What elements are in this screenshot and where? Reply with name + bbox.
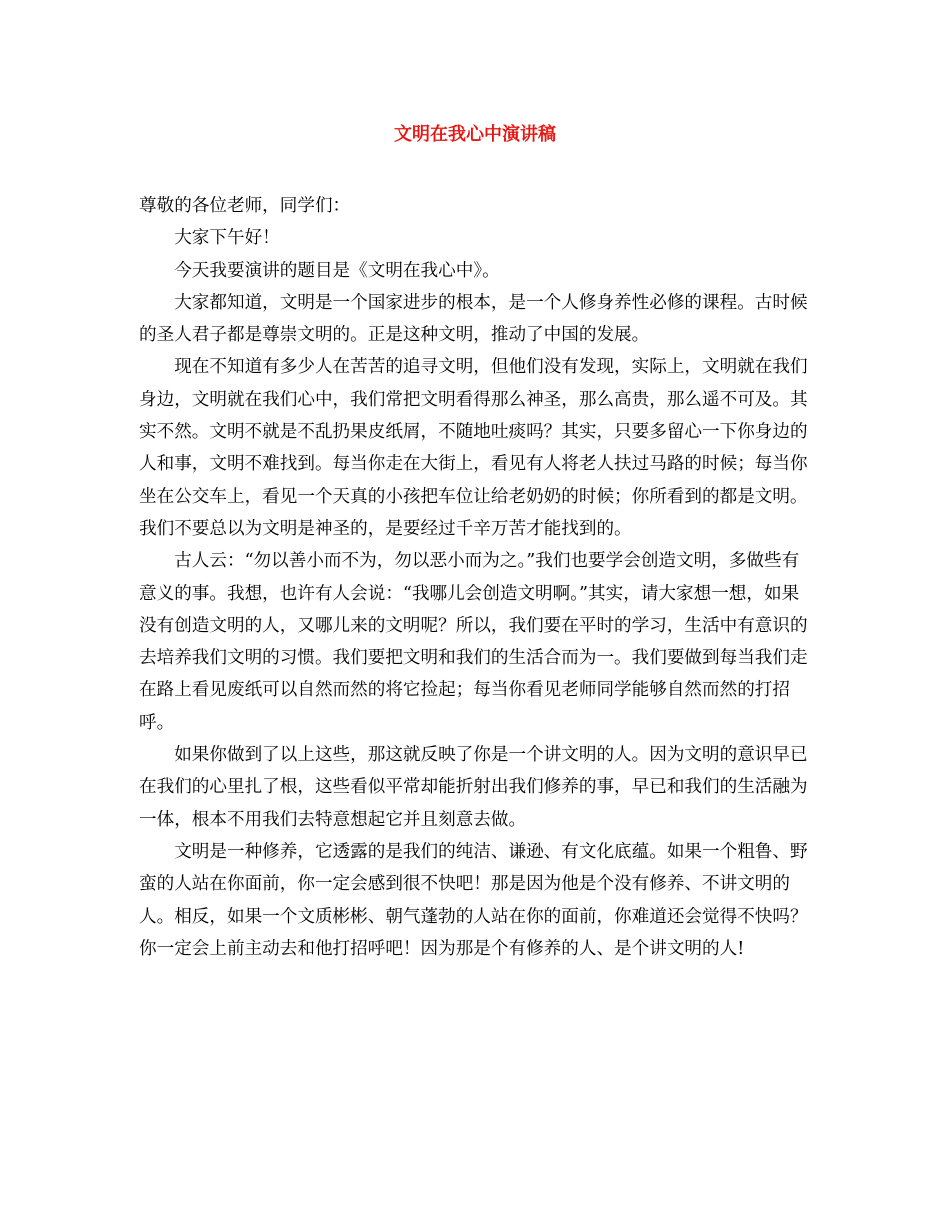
paragraph-cultivation: 文明是一种修养，它透露的是我们的纯洁、谦逊、有文化底蕴。如果一个粗鲁、野蛮的人站在你面前，你一定会感到很不快吧！那是因为他是个没有修养、不讲文明的人。相反，如果一个文质彬彬、朝气蓬勃的人站在你的面前，你难道还会觉得不快吗？你一定会上前主动去和他打招呼吧！因为那是个有修养的人、是个讲文明的人! (139, 841, 808, 959)
salutation: 尊敬的各位老师，同学们： (139, 196, 351, 216)
paragraph-reflection: 如果你做到了以上这些，那这就反映了你是一个讲文明的人。因为文明的意识早已在我们的心里扎了根，这些看似平常却能折射出我们修养的事，早已和我们的生活融为一体，根本不用我们去特意想起它并且刻意去做。 (139, 745, 808, 830)
speech-body (139, 190, 815, 965)
paragraph-topic: 今天我要演讲的题目是《文明在我心中》。 (174, 260, 500, 281)
paragraph-civilization-root: 大家都知道，文明是一个国家进步的根本，是一个人修身养性必修的课程。古时候的圣人君子都是尊崇文明的。正是这种文明，推动了中国的发展。 (139, 292, 808, 346)
paragraph-civilization-around-us: 现在不知道有多少人在苦苦的追寻文明，但他们没有发现，实际上，文明就在我们身边，文明就在我们心中，我们常把文明看得那么神圣，那么高贵，那么遥不可及。其实不然。文明不就是不乱扔果皮纸屑，不随地吐痰吗？其实，只要多留心一下你身边的人和事，文明不难找到。每当你走在大街上，看见有人将老人扶过马路的时候；每当你坐在公交车上，看见一个天真的小孩把车位让给老奶奶的时候；你所看到的都是文明。我们不要总以为文明是神圣的，是要经过千辛万苦才能找到的。 (139, 357, 808, 539)
paragraph-create-civilization: 古人云：“勿以善小而不为，勿以恶小而为之。”我们也要学会创造文明，多做些有意义的事。我想，也许有人会说：“我哪儿会创造文明啊。”其实，请大家想一想，如果没有创造文明的人，又哪儿来的文明呢？所以，我们要在平时的学习，生活中有意识的去培养我们文明的习惯。我们要把文明和我们的生活合而为一。我们要做到每当我们走在路上看见废纸可以自然而然的将它捡起；每当你看见老师同学能够自然而然的打招呼。 (139, 551, 808, 733)
paragraph-greeting: 大家下午好！ (174, 228, 280, 249)
page-title: 文明在我心中演讲稿 (394, 124, 556, 145)
